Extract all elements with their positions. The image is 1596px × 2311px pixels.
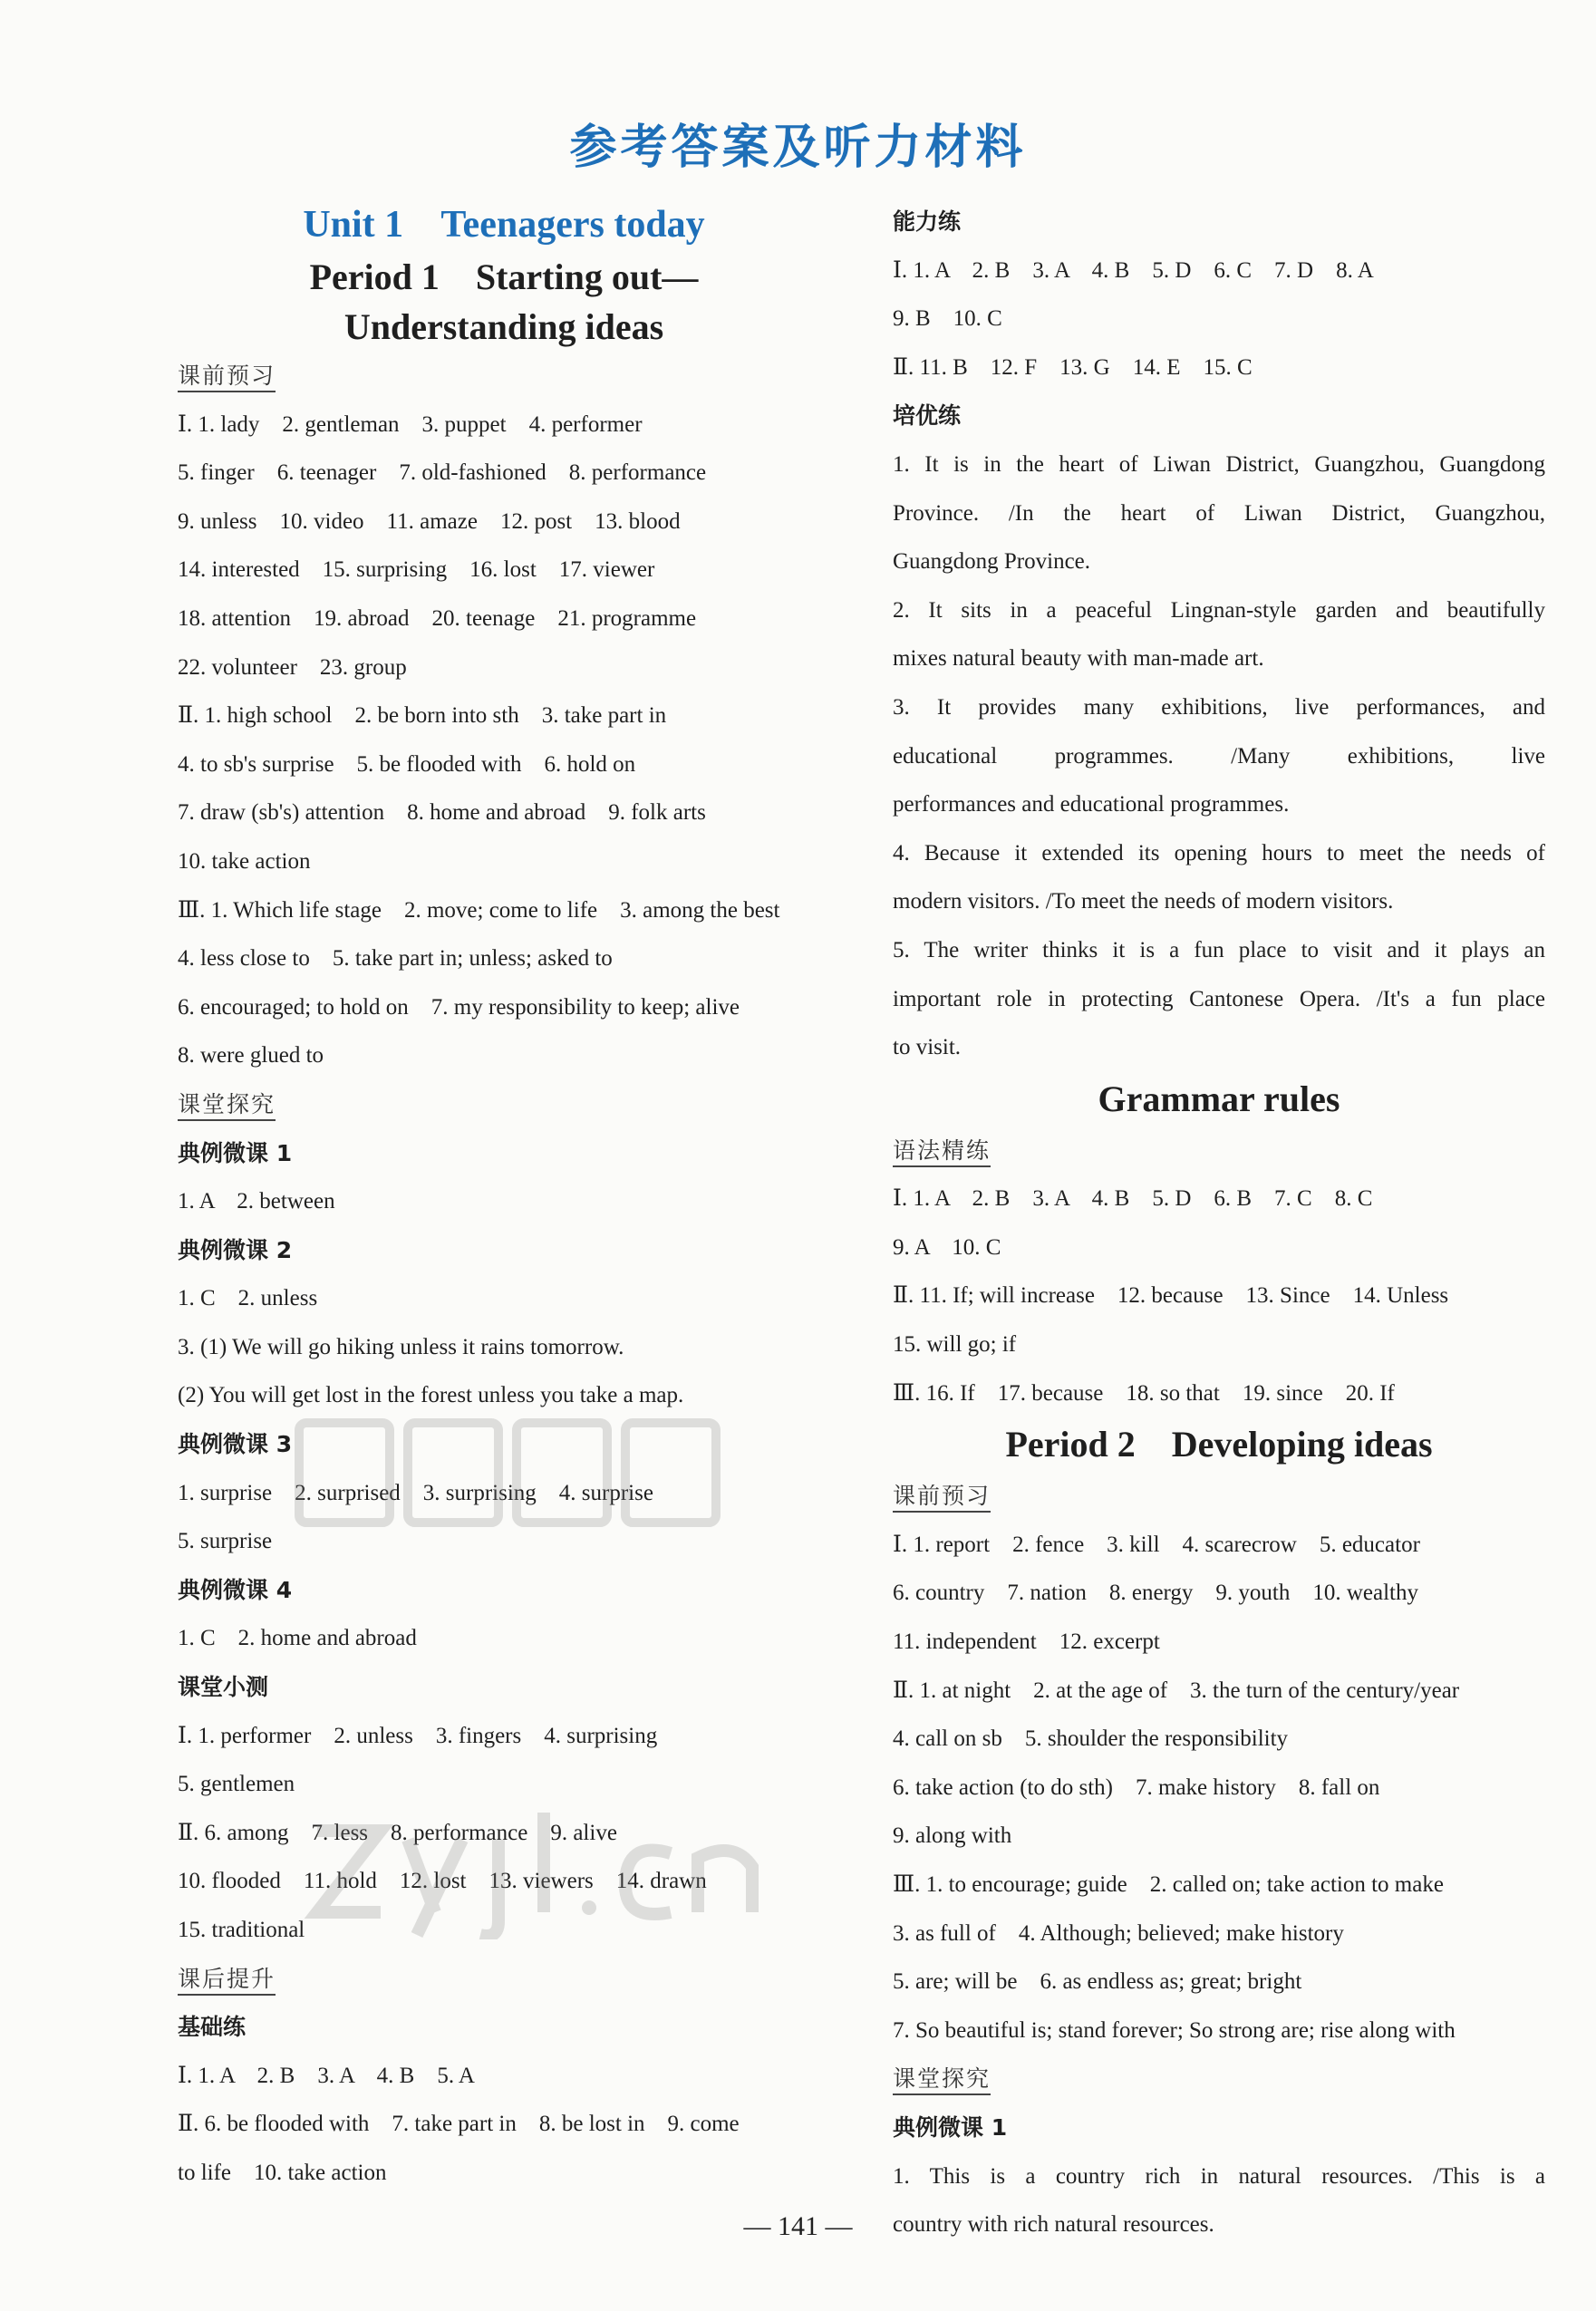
answer-line: Ⅰ. 1. A 2. B 3. A 4. B 5. A — [178, 2063, 475, 2088]
answer-line: 1. This is a country rich in natural resources. /This is a — [893, 2163, 1545, 2189]
answer-line: 1. C 2. unless — [178, 1286, 318, 1311]
answer-line: Ⅱ. 1. at night 2. at the age of 3. the turn of the century/year — [893, 1678, 1460, 1703]
answer-line: Ⅰ. 1. report 2. fence 3. kill 4. scarecrow 5. educator — [893, 1532, 1420, 1557]
answer-line: 10. take action — [178, 848, 311, 874]
answer-line: 15. will go; if — [893, 1332, 1017, 1358]
answer-line: 22. volunteer 23. group — [178, 654, 407, 680]
answer-line: 9. A 10. C — [893, 1234, 1001, 1260]
answer-line: 5. finger 6. teenager 7. old-fashioned 8. performance — [178, 460, 707, 486]
subsection-heading: 培优练 — [893, 402, 962, 430]
answer-line: Ⅱ. 6. be flooded with 7. take part in 8. be lost in 9. come — [178, 2112, 740, 2137]
answer-line: 11. independent 12. excerpt — [893, 1629, 1160, 1655]
left-column — [178, 198, 830, 2198]
answer-line: 5. are; will be 6. as endless as; great; bright — [893, 1969, 1302, 1995]
answer-line: modern visitors. /To meet the needs of modern visitors. — [893, 889, 1394, 914]
answer-line: Guangdong Province. — [893, 549, 1091, 575]
answer-line: to life 10. take action — [178, 2160, 387, 2185]
answer-line: Ⅱ. 11. If; will increase 12. because 13. Since 14. Unless — [893, 1283, 1449, 1309]
answer-line: 9. along with — [893, 1823, 1012, 1849]
answer-line: Ⅲ. 16. If 17. because 18. so that 19. since 20. If — [893, 1380, 1395, 1406]
section-heading-class: 课堂探究 — [893, 2055, 1545, 2103]
answer-line: 5. surprise — [178, 1529, 273, 1554]
period-2-title: Period 2 Developing ideas — [1005, 1424, 1433, 1465]
answer-line: 18. attention 19. abroad 20. teenage 21. programme — [178, 605, 697, 631]
subsection-heading: 典例微课 1 — [178, 1139, 293, 1166]
answer-line: mixes natural beauty with man-made art. — [893, 646, 1264, 672]
answer-line: 14. interested 15. surprising 16. lost 17. viewer — [178, 557, 655, 583]
answer-line: 6. country 7. nation 8. energy 9. youth 10. wealthy — [893, 1581, 1419, 1606]
answer-line: educational programmes. /Many exhibitions, live — [893, 743, 1545, 769]
subsection-heading: 课堂小测 — [178, 1674, 269, 1701]
answer-line: important role in protecting Cantonese Opera. /It's a fun place — [893, 986, 1545, 1011]
answer-line: Ⅰ. 1. performer 2. unless 3. fingers 4. surprising — [178, 1723, 658, 1748]
answer-line: 7. So beautiful is; stand forever; So strong are; rise along with — [893, 2017, 1456, 2043]
answer-line: 4. Because it extended its opening hours to meet the needs of — [893, 840, 1545, 865]
answer-line: 1. It is in the heart of Liwan District, Guangzhou, Guangdong — [893, 451, 1545, 477]
answer-line: 2. It sits in a peaceful Lingnan-style garden and beautifully — [893, 597, 1545, 623]
answer-line: (2) You will get lost in the forest unless you take a map. — [178, 1383, 684, 1408]
answer-line: 8. were glued to — [178, 1043, 324, 1068]
subsection-heading: 典例微课 4 — [178, 1576, 293, 1603]
period-title-line-1: Period 1 Starting out— — [309, 256, 699, 297]
right-column — [893, 198, 1545, 2249]
answer-line: 6. encouraged; to hold on 7. my responsibility to keep; alive — [178, 994, 740, 1020]
answer-line: Ⅰ. 1. A 2. B 3. A 4. B 5. D 6. C 7. D 8. A — [893, 257, 1374, 283]
answer-line: Province. /In the heart of Liwan District, Guangzhou, — [893, 500, 1545, 526]
answer-line: 4. call on sb 5. shoulder the responsibility — [893, 1726, 1289, 1752]
section-heading-preview: 课前预习 — [178, 352, 830, 401]
answer-line: 1. C 2. home and abroad — [178, 1626, 417, 1651]
section-heading-class: 课堂探究 — [178, 1080, 830, 1129]
subsection-heading: 典例微课 3 — [178, 1431, 293, 1458]
answer-line: 10. flooded 11. hold 12. lost 13. viewers 14. drawn — [178, 1869, 707, 1894]
answer-line: 9. unless 10. video 11. amaze 12. post 13. blood — [178, 508, 681, 534]
answer-line: 5. gentlemen — [178, 1772, 295, 1797]
unit-title: Unit 1 Teenagers today — [303, 204, 705, 246]
answer-line: 3. (1) We will go hiking unless it rains tomorrow. — [178, 1334, 624, 1359]
page-number: — 141 — — [743, 2211, 853, 2241]
answer-line: 15. traditional — [178, 1918, 305, 1942]
answer-line: 6. take action (to do sth) 7. make history 8. fall on — [893, 1774, 1380, 1800]
section-heading-after-class: 课后提升 — [178, 1955, 830, 2004]
answer-line: performances and educational programmes. — [893, 792, 1290, 817]
subsection-heading: 能力练 — [893, 208, 962, 235]
answer-line: Ⅱ. 6. among 7. less 8. performance 9. alive — [178, 1820, 617, 1845]
grammar-title: Grammar rules — [1098, 1078, 1340, 1119]
subsection-heading: 典例微课 2 — [178, 1236, 293, 1263]
answer-line: 4. less close to 5. take part in; unless; asked to — [178, 946, 613, 972]
answer-line: 5. The writer thinks it is a fun place to visit and it plays an — [893, 937, 1545, 962]
answer-line: Ⅱ. 1. high school 2. be born into sth 3. take part in — [178, 703, 667, 729]
answer-line: Ⅰ. 1. A 2. B 3. A 4. B 5. D 6. B 7. C 8. C — [893, 1186, 1373, 1212]
answer-line: 3. as full of 4. Although; believed; make history — [893, 1920, 1344, 1946]
answer-line: 9. B 10. C — [893, 306, 1002, 332]
answer-line: 7. draw (sb's) attention 8. home and abroad 9. folk arts — [178, 800, 706, 826]
section-heading-preview: 课前预习 — [893, 1472, 1545, 1521]
answer-line: country with rich natural resources. — [893, 2212, 1214, 2238]
answer-line: Ⅲ. 1. to encourage; guide 2. called on; take action to make — [893, 1872, 1444, 1897]
answer-line: Ⅲ. 1. Which life stage 2. move; come to life 3. among the best — [178, 897, 780, 923]
answer-line: 1. surprise 2. surprised 3. surprising 4. surprise — [178, 1480, 653, 1505]
subsection-heading: 基础练 — [178, 2014, 247, 2041]
answer-line: to visit. — [893, 1035, 962, 1060]
subsection-heading: 典例微课 1 — [893, 2113, 1008, 2141]
answer-line: Ⅱ. 11. B 12. F 13. G 14. E 15. C — [893, 354, 1253, 380]
answer-line: 3. It provides many exhibitions, live performances, and — [893, 694, 1545, 720]
answer-line: Ⅰ. 1. lady 2. gentleman 3. puppet 4. performer — [178, 411, 643, 437]
section-heading-grammar: 语法精练 — [893, 1126, 1545, 1175]
answer-line: 1. A 2. between — [178, 1189, 335, 1214]
page-title: 参考答案及听力材料 — [569, 121, 1027, 175]
period-title-line-2: Understanding ideas — [343, 306, 664, 347]
answer-line: 4. to sb's surprise 5. be flooded with 6. hold on — [178, 751, 636, 777]
